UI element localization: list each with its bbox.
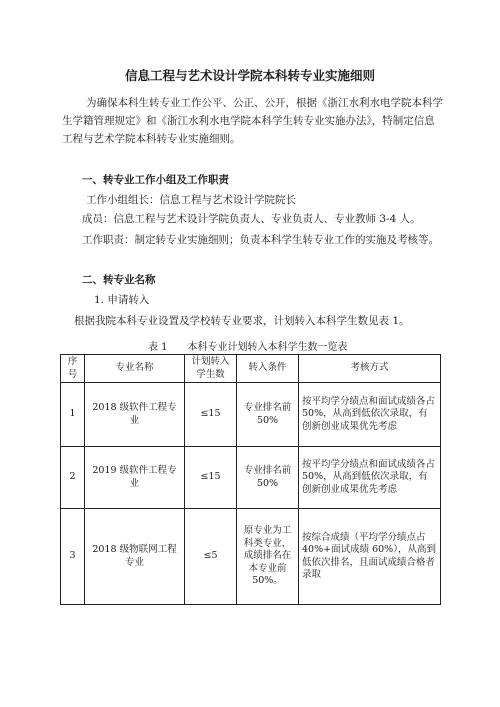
intro-line-1: 为确保本科生转专业工作公平、公正、公开，根据《浙江水利水电学院本科学 <box>86 97 443 109</box>
cell-assessment: 按平均学分绩点和面试成绩各占 50%，从高到低依次录取，有创新创业成果优先考虑 <box>299 447 441 509</box>
cell-quota: ≤15 <box>185 447 237 509</box>
cell-major: 2019 级软件工程专业 <box>85 447 185 509</box>
header-assessment: 考核方式 <box>299 355 441 383</box>
cell-major: 2018 级软件工程专业 <box>85 383 185 447</box>
table-row <box>61 509 441 605</box>
section1-leader: 工作小组组长：信息工程与艺术设计学院院长 <box>86 194 296 206</box>
document-title: 信息工程与艺术设计学院本科转专业实施细则 <box>124 68 375 83</box>
cell-condition: 专业排名前 50% <box>237 383 299 447</box>
header-quota: 计划转入学生数 <box>185 355 237 383</box>
section1-duties: 工作职责：制定转专业实施细则；负责本科学生转专业工作的实施及考核等。 <box>82 234 439 246</box>
section2-heading: 二、转专业名称 <box>82 274 156 286</box>
intro-line-2: 生学籍管理规定》和《浙江水利水电学院本科学生转专业实施办法》，特制定信息 <box>62 115 435 127</box>
section2-paragraph: 根据我院本科专业设置及学校转专业要求，计划转入本科学生数见表 1。 <box>74 315 410 327</box>
cell-no: 3 <box>61 509 85 605</box>
header-no: 序号 <box>61 355 85 383</box>
section2-subheading: 1. 申请转入 <box>94 294 150 306</box>
section1-members: 成员：信息工程与艺术设计学院负责人、专业负责人、专业教师 3-4 人。 <box>82 213 421 225</box>
cell-quota: ≤15 <box>185 383 237 447</box>
cell-condition: 原专业为工科类专业，成绩排名在本专业前 50%。 <box>237 509 299 605</box>
table-row <box>61 447 441 509</box>
cell-quota: ≤5 <box>185 509 237 605</box>
cell-no: 2 <box>61 447 85 509</box>
cell-assessment: 按综合成绩（平均学分绩点占 40%+面试成绩 60%），从高到低依次排名，且面试成绩合格者录取 <box>299 509 441 605</box>
table-header-row <box>61 355 441 383</box>
cell-assessment: 按平均学分绩点和面试成绩各占 50%，从高到低依次录取，有创新创业成果优先考虑 <box>299 383 441 447</box>
header-condition: 转入条件 <box>237 355 299 383</box>
header-major: 专业名称 <box>85 355 185 383</box>
intro-line-3: 工程与艺术学院本科转专业实施细则。 <box>62 133 241 145</box>
transfer-plan-table <box>60 354 441 605</box>
table-row <box>61 383 441 447</box>
section1-heading: 一、转专业工作小组及工作职责 <box>82 174 229 186</box>
table-caption: 表 1 本科专业计划转入本科学生数一览表 <box>148 342 348 353</box>
cell-condition: 专业排名前 50% <box>237 447 299 509</box>
cell-no: 1 <box>61 383 85 447</box>
cell-major: 2018 级物联网工程专业 <box>85 509 185 605</box>
